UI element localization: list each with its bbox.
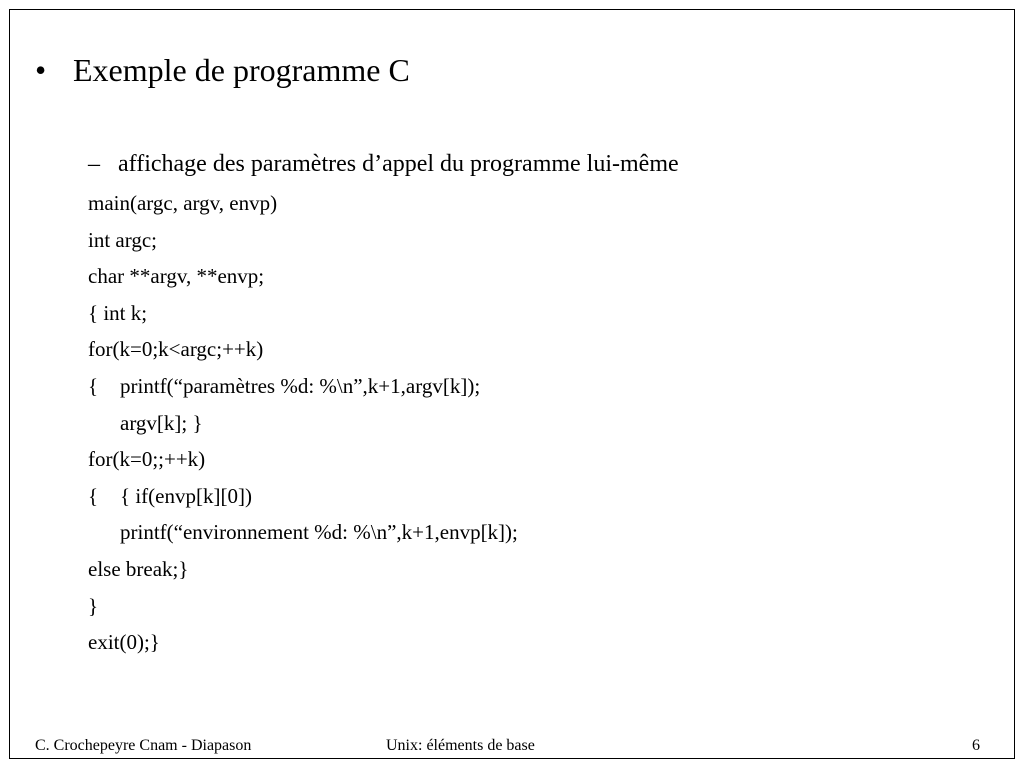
subtitle: affichage des paramètres d’appel du programme lui-même <box>118 151 679 177</box>
code-text: { if(envp[k][0]) <box>120 483 252 508</box>
code-line-12: } <box>88 593 99 618</box>
code-line-6 <box>88 369 518 406</box>
bullet-marker: • <box>35 52 47 88</box>
slide-title-row <box>35 50 410 90</box>
code-line-13: exit(0);} <box>88 630 160 655</box>
code-line-11: else break;} <box>88 556 189 581</box>
code-brace: { <box>88 483 99 508</box>
code-brace: { <box>88 373 99 398</box>
code-line-4: { int k; <box>88 300 148 325</box>
code-line-2: int argc; <box>88 227 158 252</box>
code-line-8: for(k=0;;++k) <box>88 447 206 472</box>
code-text: printf(“paramètres %d: %\n”,k+1,argv[k]); <box>120 373 481 398</box>
subtitle-row <box>88 148 679 180</box>
code-line-7: argv[k]; } <box>120 410 203 435</box>
code-line-10: printf(“environnement %d: %\n”,k+1,envp[k]); <box>120 520 518 545</box>
footer-author: C. Crochepeyre Cnam - Diapason <box>35 737 252 754</box>
footer-course: Unix: éléments de base <box>386 737 535 754</box>
slide-title: Exemple de programme C <box>73 52 410 88</box>
code-line-9 <box>88 479 518 516</box>
code-line-3: char **argv, **envp; <box>88 264 265 289</box>
code-block <box>88 186 518 662</box>
footer-page-number: 6 <box>972 737 980 754</box>
code-line-1: main(argc, argv, envp) <box>88 191 278 215</box>
code-line-5: for(k=0;k<argc;++k) <box>88 337 264 362</box>
sub-bullet-marker: – <box>88 151 100 177</box>
